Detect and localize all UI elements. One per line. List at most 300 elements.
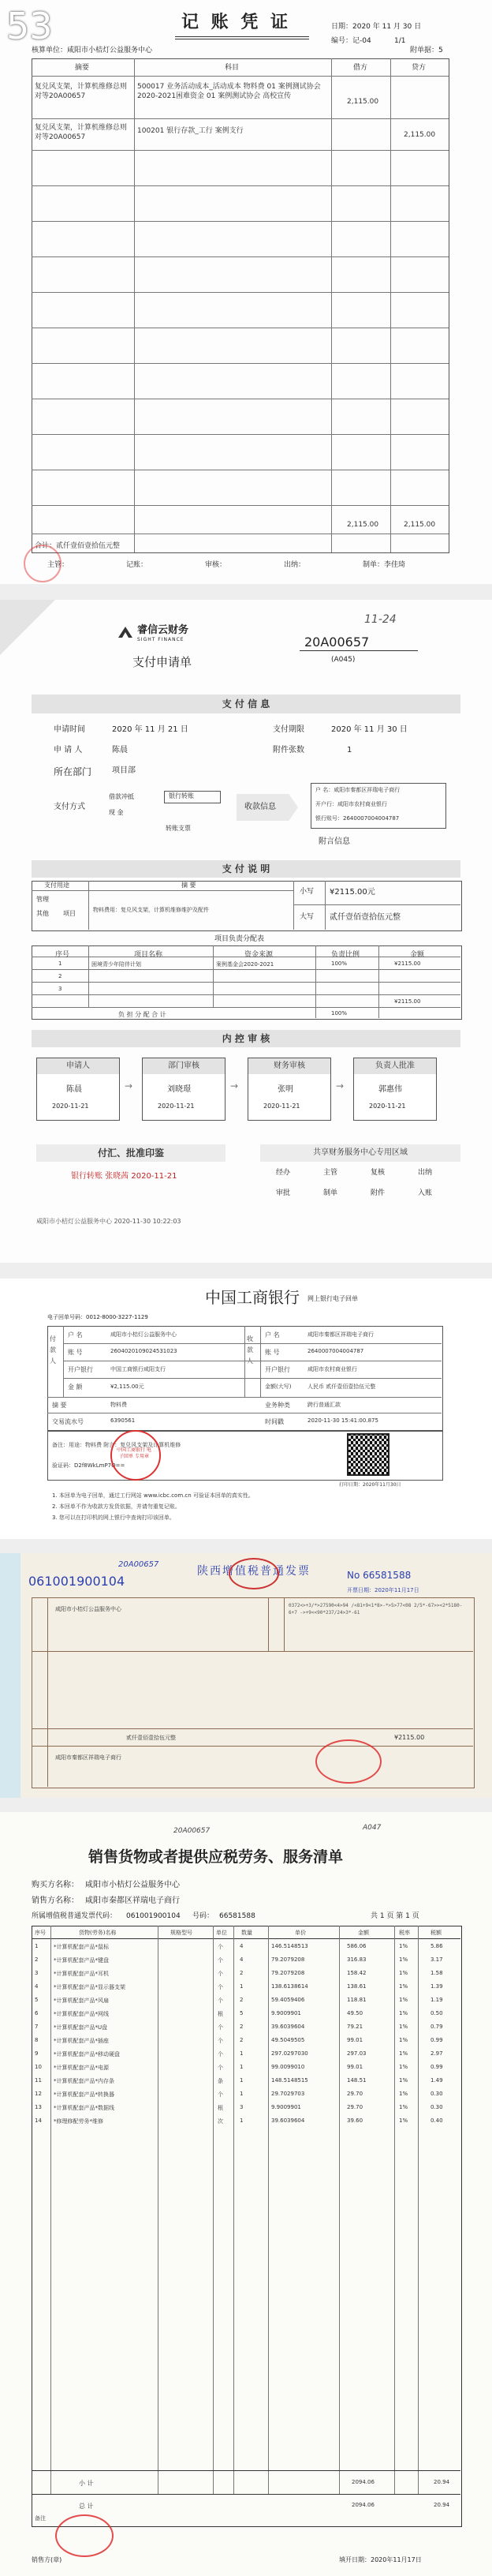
voucher-total-debit: 2,115.00	[347, 521, 379, 529]
goods-item-name: *计算机配套产品*鼠标	[54, 1944, 109, 1950]
apply-date: 2020 年 11 月 21 日	[112, 725, 188, 734]
audit-name: 陈晨	[66, 1085, 82, 1094]
section-desc: 支 付 说 明	[32, 860, 460, 878]
payee-row: 户 名：咸阳市秦都区祥瑞电子商行	[315, 787, 401, 793]
invoice-handwritten: 20A00657	[118, 1560, 159, 1569]
bank-cell: 咸阳市小桔灯公益服务中心	[110, 1331, 177, 1338]
bank-seal-text: 中国工商银行 电子回单 专用章	[117, 1447, 151, 1459]
goods-cell: 99.01	[347, 2064, 363, 2070]
goods-cell: 1%	[399, 2117, 408, 2124]
shared-label: 制单	[323, 1189, 338, 1197]
goods-item-name: *计算机配套产品*插座	[54, 2038, 109, 2044]
receipt-title: 网上银行电子回单	[308, 1295, 358, 1302]
alloc-title: 项目负责分配表	[214, 935, 265, 943]
list-title: 销售货物或者提供应税劳务、服务清单	[88, 1848, 344, 1866]
arrow-icon: →	[125, 1080, 133, 1091]
invoice-sheet	[0, 1553, 492, 1798]
bank-cell: 摘 要	[52, 1402, 67, 1409]
goods-cell: 0.99	[430, 2064, 443, 2070]
summary-label: 摘 要	[181, 882, 196, 889]
receipt-no: 电子回单号码：0012-8000-3227-1129	[47, 1314, 148, 1320]
goods-cell: 39.6039604	[271, 2024, 305, 2030]
goods-cell: 0.30	[430, 2104, 443, 2110]
goods-cell: 99.01	[347, 2037, 363, 2043]
voucher-footer-cashier: 出纳：	[284, 561, 306, 569]
bank-note: 3. 您可以在打印机的网上银行中查询打印该回单。	[52, 1515, 175, 1521]
invoice-title: 陕西增值税普通发票	[197, 1565, 311, 1578]
voucher-row-account: 500017 业务活动成本_活动成本 物料费 01 案例测试协会2020-2021困难资金 01 案例测试协会 高校宣传	[137, 83, 321, 100]
goods-header: 税额	[430, 1930, 442, 1936]
total-label: 总 计	[79, 2503, 94, 2510]
goods-cell: 14	[35, 2117, 42, 2124]
audit-date: 2020-11-21	[158, 1103, 195, 1110]
total-amount: 2094.06	[352, 2502, 375, 2508]
goods-cell: 1	[35, 1943, 39, 1949]
goods-cell: 个	[218, 1957, 223, 1964]
invoice-supervision-seal	[229, 1558, 279, 1589]
payee-row: 开户行：咸阳市农村商业银行	[315, 801, 387, 807]
goods-cell: 29.70	[347, 2104, 363, 2110]
goods-cell: 118.81	[347, 1997, 367, 2003]
alloc-cell: 3	[58, 986, 62, 992]
invoice-total-big: 贰仟壹佰壹拾伍元整	[126, 1735, 176, 1741]
bank-transfer-stamp: 银行转账 张晓茜 2020-11-21	[71, 1172, 177, 1181]
bank-cell: 账 号	[68, 1349, 83, 1356]
amount-big: 贰仟壹佰壹拾伍元整	[330, 913, 401, 922]
goods-cell: 1%	[399, 2037, 408, 2043]
brand-name: 睿信云财务	[137, 624, 189, 636]
seller-label: 销售方名称：	[32, 1896, 79, 1905]
goods-cell: 12	[35, 2091, 42, 2097]
goods-cell: 1	[240, 2050, 244, 2057]
goods-item-name: *计算机配套产品*耳机	[54, 1971, 109, 1977]
goods-cell: 39.60	[347, 2117, 363, 2124]
goods-cell: 个	[218, 1971, 223, 1977]
goods-item-name: *修理修配劳务*维修	[54, 2118, 103, 2125]
goods-header: 货物(劳务)名称	[79, 1930, 117, 1936]
goods-cell: 79.2079208	[271, 1956, 305, 1963]
alloc-cell: 困境青少年陪伴计划	[91, 961, 141, 968]
bank-cell: 开户银行	[68, 1366, 93, 1373]
bank-verify: 验证码：D2f8WkLmP7Q==	[52, 1462, 125, 1469]
purpose-project[interactable]: 项目	[63, 910, 76, 917]
goods-cell: 1	[240, 2064, 244, 2070]
goods-cell: 个	[218, 2051, 223, 2057]
amount-big-label: 大写	[300, 913, 315, 921]
goods-cell: 个	[218, 2024, 223, 2031]
shared-label: 审批	[276, 1189, 291, 1197]
goods-cell: 79.21	[347, 2024, 363, 2030]
goods-header: 数量	[241, 1930, 252, 1936]
goods-cell: 5.86	[430, 1943, 443, 1949]
bank-cell: 账 号	[265, 1349, 280, 1356]
seller-seal	[55, 2514, 114, 2557]
goods-cell: 1	[240, 1983, 244, 1990]
payment-title: 支付申请单	[132, 655, 192, 669]
voucher-number: 编号：记-04	[331, 37, 371, 45]
goods-cell: 11	[35, 2077, 42, 2084]
goods-header: 单位	[216, 1930, 227, 1936]
goods-cell: 4	[240, 1956, 244, 1963]
goods-cell: 1	[240, 2077, 244, 2084]
goods-cell: 2	[240, 2037, 244, 2043]
goods-cell: 146.5148513	[271, 1943, 308, 1949]
bank-cell: 业务种类	[265, 1402, 290, 1409]
bank-cell: 开户银行	[265, 1366, 290, 1373]
goods-cell: 1.49	[430, 2077, 443, 2084]
goods-cell: 39.6039604	[271, 2117, 305, 2124]
list-handwritten: 20A00657	[173, 1827, 211, 1835]
audit-name: 张明	[278, 1085, 293, 1094]
goods-cell: 3	[240, 2104, 244, 2110]
goods-item-name: *计算机配套产品*移动硬盘	[54, 2051, 120, 2057]
goods-cell: 1%	[399, 1983, 408, 1990]
invoice-seller: 咸阳市秦都区祥瑞电子商行	[55, 1754, 121, 1761]
list-page: 共 1 页 第 1 页	[371, 1912, 419, 1920]
alloc-cell: 案例基金会2020-2021	[216, 961, 274, 968]
method-check[interactable]: 转账支票	[166, 825, 191, 832]
goods-cell: 297.0297030	[271, 2050, 308, 2057]
voucher-date: 日期：2020 年 11 月 30 日	[331, 23, 422, 31]
desc-summary: 物料费用：复兑风支架，计算机维修维护及配件	[93, 907, 209, 913]
goods-cell: 138.6138614	[271, 1983, 308, 1990]
goods-item-name: *计算机配套产品*风扇	[54, 1998, 109, 2004]
voucher-header-summary: 摘要	[75, 64, 90, 72]
goods-cell: 1	[240, 2091, 244, 2097]
goods-cell: 158.42	[347, 1970, 367, 1976]
goods-item-name: *计算机配套产品*网线	[54, 2011, 109, 2017]
alloc-header: 负责比例	[331, 951, 360, 959]
goods-cell: 条	[218, 2078, 223, 2084]
bank-table	[47, 1326, 443, 1432]
attach-info-label: 附言信息	[319, 837, 350, 846]
qr-code-icon	[347, 1433, 390, 1476]
purpose-label: 支付用途	[44, 882, 69, 889]
voucher-total-credit: 2,115.00	[404, 521, 436, 529]
goods-cell: 个	[218, 1944, 223, 1950]
bank-cell: 2640007004004787	[308, 1348, 364, 1354]
goods-cell: 个	[218, 2091, 223, 2098]
goods-cell: 7	[35, 2024, 39, 2030]
goods-cell: 次	[218, 2118, 223, 2125]
goods-item-name: *计算机配套产品*显示器支架	[54, 1984, 125, 1990]
goods-item-name: *计算机配套产品*转换器	[54, 2091, 114, 2098]
goods-cell: 0.30	[430, 2091, 443, 2097]
goods-cell: 1%	[399, 2024, 408, 2030]
goods-item-name: *计算机配套产品*键盘	[54, 1957, 109, 1964]
alloc-total-ratio: 100%	[331, 1010, 348, 1017]
bank-name: 中国工商银行	[205, 1288, 300, 1307]
invoice-seller-seal	[315, 1739, 382, 1784]
apply-date-label: 申请时间	[54, 725, 85, 734]
goods-item-name: *计算机配套产品*电源	[54, 2065, 109, 2071]
shared-label: 主管	[323, 1169, 338, 1177]
purpose-other[interactable]: 其他	[36, 910, 49, 917]
bank-note: 2. 本回单不作为收款方发货依据，并请勿重复记账。	[52, 1503, 181, 1510]
goods-cell: 13	[35, 2104, 42, 2110]
goods-cell: 1.19	[430, 1997, 443, 2003]
goods-cell: 1.39	[430, 1983, 443, 1990]
payment-handwritten: 11-24	[364, 613, 397, 626]
voucher-row-credit: 2,115.00	[404, 131, 436, 139]
bank-cell: 6390561	[110, 1417, 136, 1424]
bank-remark: 备注：用途：物料费 附言：复兑风支架及计算机维修	[52, 1442, 181, 1448]
payment-number-sub: (A045)	[331, 656, 356, 664]
shared-label: 附件	[371, 1189, 386, 1197]
goods-cell: 316.83	[347, 1956, 367, 1963]
bank-cell: 2020-11-30 15:41:00.875	[308, 1417, 378, 1424]
goods-cell: 148.5148515	[271, 2077, 308, 2084]
list-code-top: A047	[363, 1824, 382, 1832]
alloc-header: 序号	[55, 951, 70, 959]
arrow-icon: →	[230, 1080, 239, 1091]
buyer-name: 咸阳市小桔灯公益服务中心	[85, 1881, 180, 1889]
alloc-cell: ¥2115.00	[394, 960, 421, 967]
goods-cell: 49.5049505	[271, 2037, 305, 2043]
goods-cell: 1%	[399, 1997, 408, 2003]
audit-role: 申请人	[37, 1058, 119, 1074]
goods-cell: 1%	[399, 2104, 408, 2110]
print-time: 咸阳市小桔灯公益服务中心 2020-11-30 10:22:03	[36, 1218, 181, 1225]
bank-cell: 户 名	[265, 1331, 280, 1339]
goods-header: 税率	[399, 1930, 410, 1936]
goods-cell: 2	[240, 1970, 244, 1976]
goods-cell: 586.06	[347, 1943, 367, 1949]
invoice-number: No 66581588	[347, 1570, 412, 1581]
alloc-cell: 1	[58, 960, 62, 967]
applicant-label: 申 请 人	[54, 746, 83, 754]
goods-cell: 9.9009901	[271, 2010, 301, 2016]
audit-role: 财务审核	[248, 1058, 330, 1074]
voucher-header-account: 科目	[225, 64, 240, 72]
total-tax: 20.94	[434, 2502, 450, 2508]
purpose-admin[interactable]: 管理	[36, 896, 49, 903]
payer-title: 付款人	[50, 1335, 56, 1365]
goods-cell: 0.79	[430, 2024, 443, 2030]
bank-cell: 交易流水号	[52, 1418, 84, 1425]
goods-cell: 10	[35, 2064, 42, 2070]
voucher-title: 记 账 凭 证	[181, 13, 291, 32]
goods-cell: 8	[35, 2037, 39, 2043]
invoice-code-value: 061001900104	[126, 1912, 181, 1920]
bank-print-date: 打印日期：2020年11月30日	[339, 1482, 401, 1488]
subtotal-tax: 20.94	[434, 2479, 450, 2485]
amount-small: ¥2115.00元	[330, 888, 375, 897]
payee-title: 收款	[247, 1335, 253, 1354]
goods-cell: 1.58	[430, 1970, 443, 1976]
attachments-label: 附件张数	[273, 746, 304, 754]
goods-cell: 0.40	[430, 2117, 443, 2124]
voucher-footer-reviewer: 审核：	[205, 561, 227, 569]
section-stamp: 付汇、批准印鉴	[36, 1144, 226, 1162]
bank-cell: 时间戳	[265, 1418, 284, 1425]
dept: 项目部	[112, 766, 136, 775]
goods-cell: 0.99	[430, 2037, 443, 2043]
alloc-header: 金额	[410, 951, 425, 959]
voucher-row-summary: 复兑风支架，计算机维修总则对等20A00657	[35, 124, 128, 141]
invoice-date: 开票日期：2020年11月17日	[347, 1587, 419, 1593]
brand-logo-icon	[117, 623, 134, 641]
voucher-unit: 核算单位：咸阳市小桔灯公益服务中心	[32, 47, 153, 54]
goods-cell: 297.03	[347, 2050, 367, 2057]
shared-label: 出纳	[418, 1169, 433, 1177]
goods-cell: 138.61	[347, 1983, 367, 1990]
brand-name-en: SIGHT FINANCE	[137, 637, 184, 642]
goods-item-name: *计算机配套产品*内存条	[54, 2078, 114, 2084]
bank-note: 1. 本回单为电子回单，通过工行网站 www.icbc.com.cn 可验证本回单的真实性。	[52, 1492, 254, 1499]
goods-cell: 个	[218, 2065, 223, 2071]
bank-cell: 物料费	[110, 1402, 127, 1408]
arrow-icon: →	[336, 1080, 345, 1091]
goods-cell: 1%	[399, 2077, 408, 2084]
goods-cell: 6	[35, 2010, 39, 2016]
seller-name: 咸阳市秦都区祥瑞电子商行	[85, 1896, 180, 1905]
goods-cell: 1%	[399, 2050, 408, 2057]
section-audit: 内 控 审 核	[32, 1030, 460, 1047]
goods-cell: 个	[218, 1998, 223, 2004]
payment-request-sheet	[0, 600, 492, 1263]
goods-header: 规格型号	[170, 1930, 192, 1936]
goods-cell: 1%	[399, 2091, 408, 2097]
goods-header: 单价	[295, 1930, 306, 1936]
voucher-footer-maker: 制单：李佳琦	[363, 561, 406, 569]
method-offset[interactable]: 借款冲抵	[109, 793, 134, 800]
voucher-seal	[24, 545, 62, 582]
method-cash[interactable]: 现 金	[109, 809, 124, 816]
goods-cell: 1%	[399, 2064, 408, 2070]
audit-name: 刘晓璟	[167, 1085, 191, 1094]
alloc-total-amount: ¥2115.00	[394, 998, 421, 1005]
goods-cell: 79.2079208	[271, 1970, 305, 1976]
alloc-header: 项目名称	[134, 951, 163, 959]
goods-item-name: *计算机配套产品*U盘	[54, 2024, 108, 2031]
goods-cell: 2	[35, 1956, 39, 1963]
voucher-page: 1/1	[394, 37, 406, 45]
shared-label: 复核	[371, 1169, 386, 1177]
goods-cell: 根	[218, 2105, 223, 2111]
goods-cell: 1	[240, 2117, 244, 2124]
goods-cell: 4	[35, 1983, 39, 1990]
bank-cell: 咸阳市农村商业银行	[308, 1366, 357, 1372]
corner-badge	[0, 600, 55, 655]
audit-date: 2020-11-21	[369, 1103, 406, 1110]
voucher-row-debit: 2,115.00	[347, 98, 379, 106]
voucher-header-credit: 贷方	[412, 64, 427, 72]
alloc-cell: 100%	[331, 960, 348, 967]
invoice-no-value: 66581588	[219, 1912, 255, 1920]
bank-cell: 咸阳市秦都区祥瑞电子商行	[308, 1331, 374, 1338]
bank-cell: 人民币 贰仟壹佰壹拾伍元整	[308, 1383, 376, 1390]
goods-cell: 59.4059406	[271, 1997, 305, 2003]
bank-cell: ¥2,115.00元	[110, 1383, 144, 1390]
goods-cell: 5	[35, 1997, 39, 2003]
goods-cell: 个	[218, 1984, 223, 1990]
voucher-footer-supervisor: 主管：	[47, 561, 69, 569]
goods-cell: 49.50	[347, 2010, 363, 2016]
bank-cell: 金额(大写)	[265, 1383, 292, 1390]
bank-receipt-sheet	[0, 1279, 492, 1539]
buyer-label: 购买方名称：	[32, 1881, 79, 1889]
goods-cell: 29.70	[347, 2091, 363, 2097]
bank-cell: 中国工商银行咸阳支行	[110, 1366, 166, 1372]
goods-list-sheet	[0, 1812, 492, 2576]
voucher-row-summary: 复兑风支架，计算机维修总则对等20A00657	[35, 83, 128, 100]
page-number: 53	[6, 5, 53, 47]
seal-label: 销售方(章)	[32, 2556, 62, 2563]
voucher-sheet	[0, 0, 492, 584]
invoice-total: ¥2115.00	[394, 1734, 425, 1741]
goods-cell: 2	[240, 2024, 244, 2030]
goods-cell: 2.97	[430, 2050, 443, 2057]
invoice-buyer: 咸阳市小桔灯公益服务中心	[55, 1606, 121, 1612]
invoice-no-label: 号码：	[192, 1912, 214, 1920]
goods-cell: 148.51	[347, 2077, 367, 2084]
shared-label: 经办	[276, 1169, 291, 1177]
goods-cell: 3	[35, 1970, 39, 1976]
alloc-total-label: 负 担 分 配 合 计	[118, 1011, 166, 1018]
applicant: 陈晨	[112, 746, 128, 754]
goods-cell: 1%	[399, 1943, 408, 1949]
dept-label: 所在部门	[54, 766, 92, 777]
payee-label: 收款信息	[244, 803, 276, 811]
audit-date: 2020-11-21	[52, 1103, 89, 1110]
goods-cell: 1%	[399, 1956, 408, 1963]
pay-date-label: 支付期限	[273, 725, 304, 734]
bank-cell: 金 额	[68, 1383, 83, 1391]
audit-date: 2020-11-21	[263, 1103, 300, 1110]
goods-cell: 99.0099010	[271, 2064, 305, 2070]
method-label: 支付方式	[54, 803, 85, 811]
alloc-cell: 2	[58, 973, 62, 979]
goods-cell: 5	[240, 2010, 244, 2016]
invoice-code: 061001900104	[28, 1574, 125, 1589]
invoice-stub	[0, 1553, 20, 1798]
section-info: 支 付 信 息	[32, 695, 460, 713]
bank-cell: 户 名	[68, 1331, 83, 1339]
goods-cell: 1%	[399, 2010, 408, 2016]
subtotal-label: 小 计	[79, 2480, 94, 2487]
goods-header: 序号	[35, 1930, 46, 1936]
bank-cell: 2604020109024531023	[110, 1348, 177, 1354]
goods-header: 金额	[358, 1930, 369, 1936]
pay-date: 2020 年 11 月 30 日	[331, 725, 408, 734]
audit-role: 负责人批准	[354, 1058, 436, 1074]
invoice-code-label: 所属增值税普通发票代码：	[32, 1912, 117, 1920]
voucher-total-label: 合计：贰仟壹佰壹拾伍元整	[35, 542, 121, 550]
voucher-attachments: 附单据：5	[410, 47, 443, 54]
audit-role: 部门审核	[143, 1058, 225, 1074]
subtotal-amount: 2094.06	[352, 2479, 375, 2485]
voucher-row-account: 100201 银行存款_工行 案例支行	[137, 127, 244, 135]
goods-cell: 29.7029703	[271, 2091, 305, 2097]
voucher-header-debit: 借方	[353, 64, 368, 72]
alloc-header: 资金来源	[244, 951, 274, 959]
attachments: 1	[347, 746, 352, 754]
goods-cell: 根	[218, 2011, 223, 2017]
shared-label: 入账	[418, 1189, 433, 1197]
goods-cell: 3.17	[430, 1956, 443, 1963]
method-transfer[interactable]: 银行转账	[169, 792, 194, 799]
bank-cell: 跨行普通汇款	[308, 1402, 341, 1408]
amount-small-label: 小写	[300, 888, 315, 896]
issue-date: 填开日期：2020年11月17日	[339, 2556, 422, 2563]
goods-cell: 0.50	[430, 2010, 443, 2016]
goods-cell: 9.9009901	[271, 2104, 301, 2110]
goods-cell: 个	[218, 2038, 223, 2044]
goods-cell: 2	[240, 1997, 244, 2003]
remark-label: 备注	[35, 2515, 46, 2522]
goods-cell: 9	[35, 2050, 39, 2057]
